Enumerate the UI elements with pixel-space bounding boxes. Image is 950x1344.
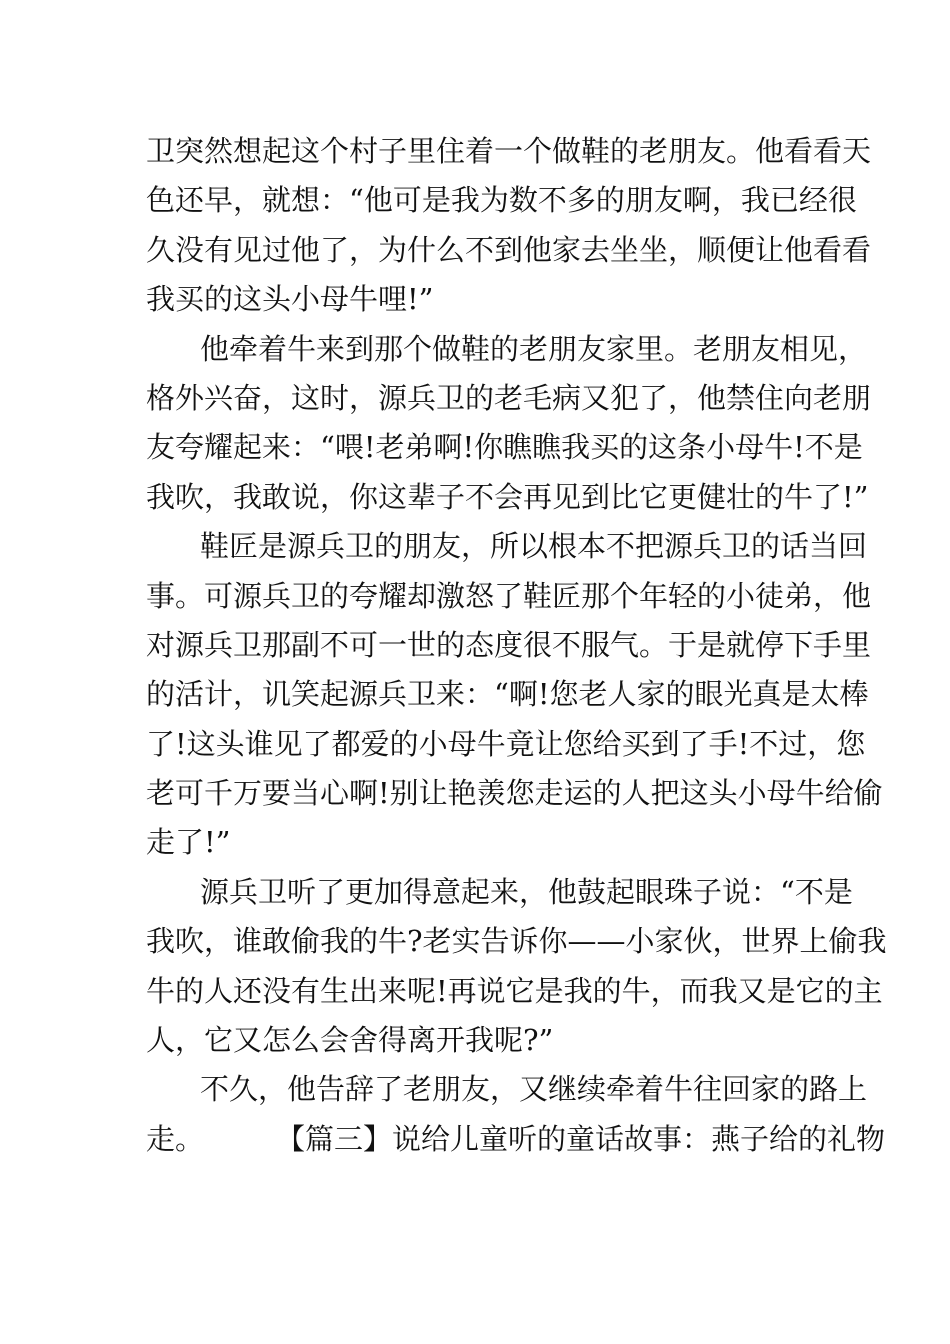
paragraph-3-line-2: 事。可源兵卫的夸耀却激怒了鞋匠那个年轻的小徒弟，他	[146, 578, 872, 613]
paragraph-2-line-1: 他牵着牛来到那个做鞋的老朋友家里。老朋友相见，	[200, 331, 868, 366]
paragraph-1-line-2: 色还早，就想：“他可是我为数不多的朋友啊，我已经很	[146, 183, 857, 218]
paragraph-5-line-2-with-heading	[146, 1115, 886, 1164]
paragraph-4-line-1: 源兵卫听了更加得意起来，他鼓起眼珠子说：“不是	[200, 874, 853, 909]
paragraph-4-line-4: 人，它又怎么会舍得离开我呢?”	[146, 1023, 554, 1058]
paragraph-3-line-7: 走了!”	[146, 825, 231, 860]
paragraph-3-line-5: 了!这头谁见了都爱的小母牛竟让您给买到了手!不过，您	[146, 726, 866, 761]
story-text	[146, 127, 887, 1164]
paragraph-4-line-2: 我吹，谁敢偷我的牛?老实告诉你——小家伙，世界上偷我	[146, 924, 887, 959]
section-heading: 【篇三】说给儿童听的童话故事：燕子给的礼物	[276, 1121, 886, 1156]
paragraph-3-line-4: 的活计，讥笑起源兵卫来：“啊!您老人家的眼光真是太棒	[146, 677, 869, 712]
paragraph-5-line-2: 走。	[146, 1121, 205, 1156]
paragraph-4-line-3: 牛的人还没有生出来呢!再说它是我的牛，而我又是它的主	[146, 973, 883, 1008]
paragraph-1-line-1: 卫突然想起这个村子里住着一个做鞋的老朋友。他看看天	[146, 134, 872, 168]
paragraph-2-line-3: 友夸耀起来：“喂!老弟啊!你瞧瞧我买的这条小母牛!不是	[146, 430, 863, 465]
paragraph-1-line-4: 我买的这头小母牛哩!”	[146, 282, 434, 317]
paragraph-2-line-2: 格外兴奋，这时，源兵卫的老毛病又犯了，他禁住向老朋	[146, 380, 872, 415]
paragraph-3-line-6: 老可千万要当心啊!别让艳羡您走运的人把这头小母牛给偷	[146, 776, 883, 811]
paragraph-3-line-1: 鞋匠是源兵卫的朋友，所以根本不把源兵卫的话当回	[200, 529, 868, 564]
paragraph-5-line-1: 不久，他告辞了老朋友，又继续牵着牛往回家的路上	[200, 1072, 868, 1107]
paragraph-2-line-4: 我吹，我敢说，你这辈子不会再见到比它更健壮的牛了!”	[146, 479, 869, 514]
paragraph-1-line-3: 久没有见过他了，为什么不到他家去坐坐，顺便让他看看	[146, 232, 872, 267]
paragraph-3-line-3: 对源兵卫那副不可一世的态度很不服气。于是就停下手里	[146, 627, 872, 662]
